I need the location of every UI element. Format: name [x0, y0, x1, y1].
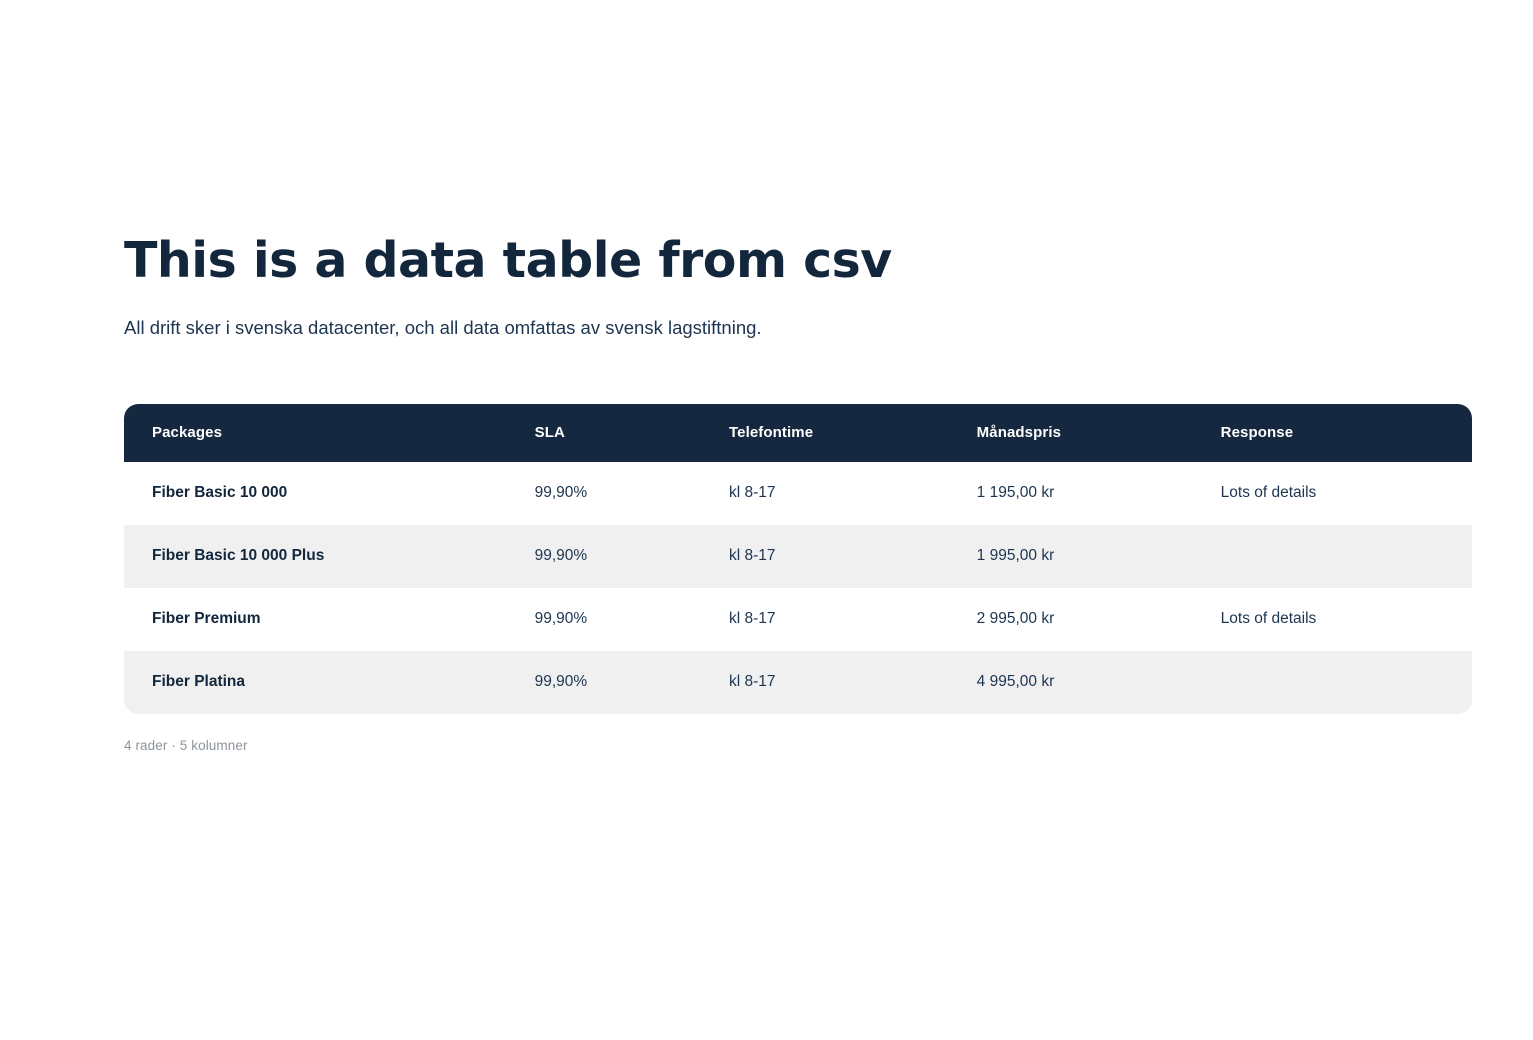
cell-sla: 99,90%	[534, 609, 588, 627]
table-row	[124, 462, 1472, 525]
column-header-manadspris[interactable]: Månadspris	[976, 423, 1062, 441]
cell-sla: 99,90%	[534, 672, 588, 690]
cell-monthly-price: 1 995,00 kr	[976, 546, 1055, 564]
data-table-wrapper	[124, 404, 1472, 753]
table-row	[124, 525, 1472, 588]
cell-package: Fiber Platina	[152, 672, 246, 690]
cell-response	[1211, 525, 1472, 588]
column-header-packages[interactable]: Packages	[152, 423, 223, 441]
cell-sla: 99,90%	[534, 483, 588, 501]
cell-monthly-price: 4 995,00 kr	[976, 672, 1055, 690]
cell-monthly-price: 1 195,00 kr	[976, 483, 1055, 501]
cell-package: Fiber Basic 10 000	[152, 483, 288, 501]
cell-package: Fiber Basic 10 000 Plus	[152, 546, 325, 564]
cell-response: Lots of details	[1220, 609, 1317, 627]
column-header-sla[interactable]: SLA	[534, 423, 565, 441]
cell-monthly-price: 2 995,00 kr	[976, 609, 1055, 627]
table-header	[124, 404, 1472, 462]
table-row	[124, 588, 1472, 651]
table-header-row	[124, 404, 1472, 462]
cell-phone-hours: kl 8-17	[728, 609, 776, 627]
content-container	[124, 234, 1472, 753]
table-body	[124, 462, 1472, 714]
cell-response	[1211, 651, 1472, 714]
column-header-response[interactable]: Response	[1220, 423, 1294, 441]
cell-sla: 99,90%	[534, 546, 588, 564]
cell-phone-hours: kl 8-17	[728, 483, 776, 501]
cell-phone-hours: kl 8-17	[728, 672, 776, 690]
column-header-telefontime[interactable]: Telefontime	[728, 423, 814, 441]
table-row	[124, 651, 1472, 714]
cell-phone-hours: kl 8-17	[728, 546, 776, 564]
page-title: This is a data table from csv	[124, 232, 892, 289]
cell-package: Fiber Premium	[152, 609, 261, 627]
page-subtitle: All drift sker i svenska datacenter, och all data omfattas av svensk lagstiftning.	[124, 316, 762, 338]
cell-response: Lots of details	[1220, 483, 1317, 501]
table-caption: 4 rader · 5 kolumner	[124, 737, 248, 753]
data-table	[124, 404, 1472, 714]
